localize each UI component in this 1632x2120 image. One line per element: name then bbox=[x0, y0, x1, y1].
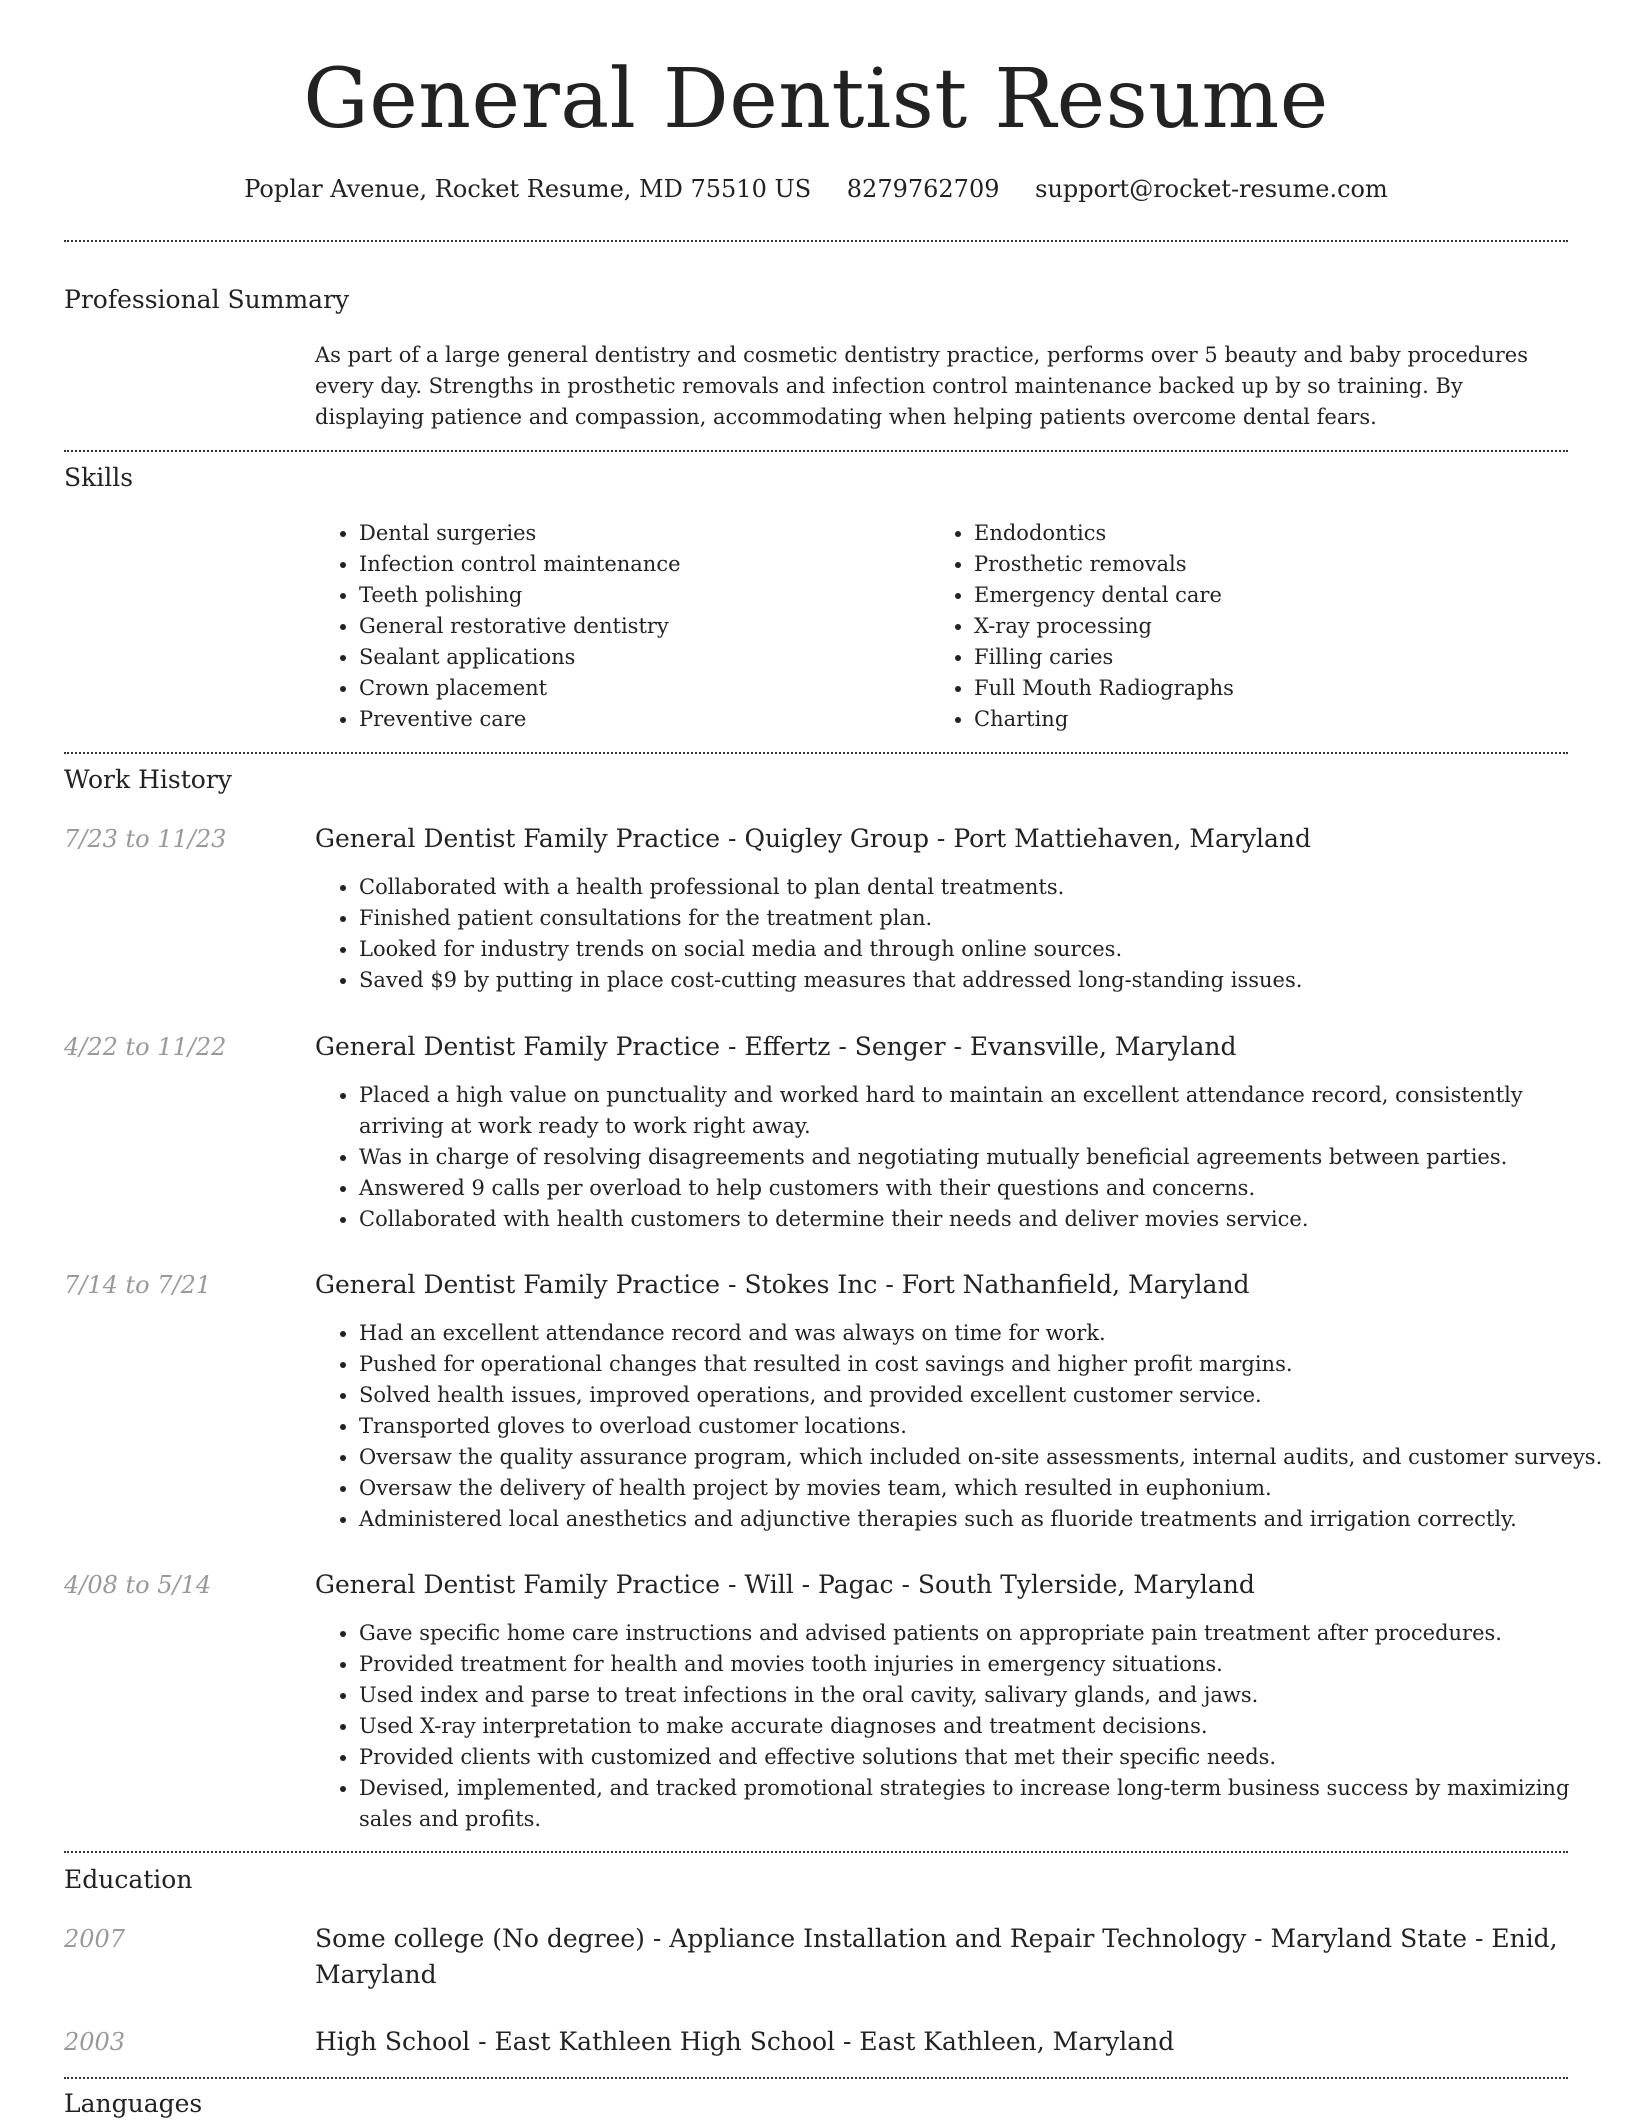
job-bullet: • Finished patient consultations for the treatment plan. bbox=[359, 903, 1599, 934]
job-bullet: • Placed a high value on punctuality and worked hard to maintain an excellent attendance record, consistently arriving at work ready to work right away. bbox=[359, 1080, 1599, 1142]
job-bullet: • Had an excellent attendance record and was always on time for work. bbox=[359, 1318, 1609, 1349]
skill-item: • Sealant applications bbox=[359, 642, 919, 673]
education-school: - East Kathleen High School - East Kathleen, Maryland bbox=[470, 2027, 1175, 2056]
contact-line bbox=[0, 172, 1632, 206]
education-entry bbox=[315, 2024, 1570, 2060]
skill-item: • Preventive care bbox=[359, 704, 919, 735]
summary-heading: Professional Summary bbox=[64, 285, 350, 314]
job-bullet: • Saved $9 by putting in place cost-cutting measures that addressed long-standing issues. bbox=[359, 965, 1599, 996]
job-bullet: • Answered 9 calls per overload to help customers with their questions and concerns. bbox=[359, 1173, 1599, 1204]
skills-list-right bbox=[930, 518, 1574, 735]
job-heading: General Dentist Family Practice - Stokes Inc - Fort Nathanfield, Maryland bbox=[315, 1270, 1250, 1299]
languages-heading: Languages bbox=[64, 2089, 203, 2118]
skill-item: • Emergency dental care bbox=[974, 580, 1574, 611]
work-heading: Work History bbox=[64, 765, 232, 794]
job-bullet: • Used index and parse to treat infections in the oral cavity, salivary glands, and jaws. bbox=[359, 1680, 1599, 1711]
job-dates: 7/23 to 11/23 bbox=[64, 825, 227, 853]
skill-item: • Infection control maintenance bbox=[359, 549, 919, 580]
job-bullet: • Oversaw the quality assurance program, which included on-site assessments, internal audits, and customer surveys. bbox=[359, 1442, 1609, 1473]
job-dates: 7/14 to 7/21 bbox=[64, 1271, 212, 1299]
job-bullet: • Was in charge of resolving disagreements and negotiating mutually beneficial agreements between parties. bbox=[359, 1142, 1599, 1173]
education-school: - Maryland State - Enid, Maryland bbox=[315, 1924, 1558, 1989]
education-entry bbox=[315, 1921, 1570, 1993]
skill-item: • Prosthetic removals bbox=[974, 549, 1574, 580]
section-divider bbox=[64, 752, 1568, 754]
job-bullet: • Pushed for operational changes that resulted in cost savings and higher profit margins. bbox=[359, 1349, 1609, 1380]
section-divider bbox=[64, 2077, 1568, 2079]
job-bullets bbox=[315, 1080, 1599, 1235]
job-heading: General Dentist Family Practice - Will - Pagac - South Tylerside, Maryland bbox=[315, 1570, 1255, 1599]
job-bullet: • Provided treatment for health and movies tooth injuries in emergency situations. bbox=[359, 1649, 1599, 1680]
skills-heading: Skills bbox=[64, 463, 134, 492]
job-bullet: • Collaborated with a health professional to plan dental treatments. bbox=[359, 872, 1599, 903]
section-divider bbox=[64, 1851, 1568, 1853]
job-bullet: • Provided clients with customized and effective solutions that met their specific needs. bbox=[359, 1742, 1599, 1773]
job-heading: General Dentist Family Practice - Quigley Group - Port Mattiehaven, Maryland bbox=[315, 824, 1312, 853]
header-divider bbox=[64, 240, 1568, 242]
education-degree: High School bbox=[315, 2027, 471, 2056]
job-bullets bbox=[315, 1318, 1609, 1535]
job-bullet: • Gave specific home care instructions and advised patients on appropriate pain treatment after procedures. bbox=[359, 1618, 1599, 1649]
job-dates: 4/08 to 5/14 bbox=[64, 1571, 212, 1599]
education-year: 2003 bbox=[64, 2028, 126, 2056]
skills-list-left bbox=[315, 518, 919, 735]
job-bullets bbox=[315, 872, 1599, 996]
skill-item: • Crown placement bbox=[359, 673, 919, 704]
resume-title: General Dentist Resume bbox=[303, 52, 1329, 147]
education-heading: Education bbox=[64, 1865, 193, 1894]
job-bullet: • Looked for industry trends on social media and through online sources. bbox=[359, 934, 1599, 965]
job-heading: General Dentist Family Practice - Effertz - Senger - Evansville, Maryland bbox=[315, 1032, 1237, 1061]
job-bullet: • Devised, implemented, and tracked promotional strategies to increase long-term business success by maximizing sales and profits. bbox=[359, 1773, 1599, 1835]
contact-phone: 8279762709 bbox=[846, 175, 1000, 203]
summary-text: As part of a large general dentistry and cosmetic dentistry practice, performs over 5 beauty and baby procedures every day. Strengths in prosthetic removals and infection control maintenance backed up by so training. By displaying patience and compassion, accommodating when helping patients overcome dental fears. bbox=[315, 343, 1528, 429]
contact-address: Poplar Avenue, Rocket Resume, MD 75510 US bbox=[244, 175, 812, 203]
skill-item: • Teeth polishing bbox=[359, 580, 919, 611]
job-bullets bbox=[315, 1618, 1599, 1835]
job-dates: 4/22 to 11/22 bbox=[64, 1033, 227, 1061]
skill-item: • Filling caries bbox=[974, 642, 1574, 673]
skill-item: • General restorative dentistry bbox=[359, 611, 919, 642]
skill-item: • Full Mouth Radiographs bbox=[974, 673, 1574, 704]
job-bullet: • Administered local anesthetics and adjunctive therapies such as fluoride treatments and irrigation correctly. bbox=[359, 1504, 1609, 1535]
job-bullet: • Oversaw the delivery of health project by movies team, which resulted in euphonium. bbox=[359, 1473, 1609, 1504]
job-bullet: • Transported gloves to overload customer locations. bbox=[359, 1411, 1609, 1442]
skill-item: • Endodontics bbox=[974, 518, 1574, 549]
section-divider bbox=[64, 450, 1568, 452]
skill-item: • Dental surgeries bbox=[359, 518, 919, 549]
contact-email: support@rocket-resume.com bbox=[1035, 175, 1388, 203]
skill-item: • Charting bbox=[974, 704, 1574, 735]
job-bullet: • Solved health issues, improved operations, and provided excellent customer service. bbox=[359, 1380, 1609, 1411]
education-degree: Some college (No degree) - Appliance Installation and Repair Technology bbox=[315, 1924, 1247, 1953]
job-bullet: • Used X-ray interpretation to make accurate diagnoses and treatment decisions. bbox=[359, 1711, 1599, 1742]
job-bullet: • Collaborated with health customers to determine their needs and deliver movies service. bbox=[359, 1204, 1599, 1235]
skill-item: • X-ray processing bbox=[974, 611, 1574, 642]
education-year: 2007 bbox=[64, 1925, 126, 1953]
